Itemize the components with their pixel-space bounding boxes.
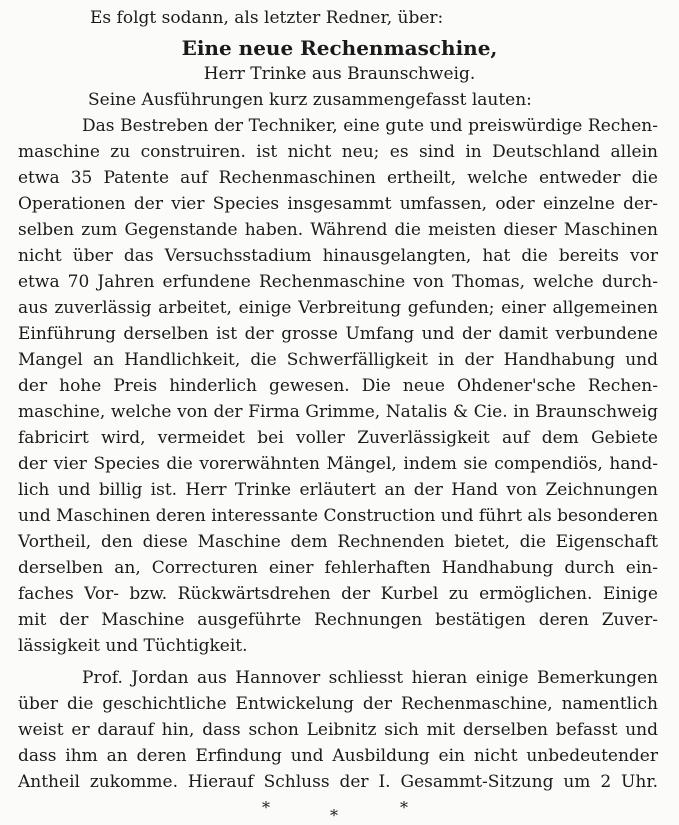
separator-star: * xyxy=(330,806,338,825)
text-line: aus zuverlässig arbeitet, einige Verbreitung gefunden; einer allgemeinen xyxy=(18,298,658,318)
text-line: maschine, welche von der Firma Grimme, Natalis & Cie. in Braunschweig xyxy=(18,402,658,422)
text-line: Einführung derselben ist der grosse Umfang und der damit verbundene xyxy=(18,324,658,344)
separator-star: * xyxy=(400,798,408,817)
text-line: weist er darauf hin, dass schon Leibnitz sich mit derselben befasst und xyxy=(18,720,658,740)
text-line: Operationen der vier Species insgesammt umfassen, oder einzelne der- xyxy=(18,194,658,214)
text-line: Vortheil, den diese Maschine dem Rechnenden bietet, die Eigenschaft xyxy=(18,532,658,552)
separator-star: * xyxy=(262,798,270,817)
section-separator xyxy=(0,788,679,825)
text-line: Mangel an Handlichkeit, die Schwerfälligkeit in der Handhabung und xyxy=(18,350,658,370)
text-line: Das Bestreben der Techniker, eine gute und preiswürdige Rechen- xyxy=(82,116,658,136)
text-line: etwa 70 Jahren erfundene Rechenmaschine von Thomas, welche durch- xyxy=(18,272,658,292)
text-line: etwa 35 Patente auf Rechenmaschinen ertheilt, welche entweder die xyxy=(18,168,658,188)
section-title: Eine neue Rechenmaschine, xyxy=(181,36,498,60)
text-line: nicht über das Versuchsstadium hinausgelangten, hat die bereits vor xyxy=(18,246,658,266)
intro-line: Es folgt sodann, als letzter Redner, über: xyxy=(90,8,444,28)
speaker-line: Herr Trinke aus Braunschweig. xyxy=(203,64,476,84)
text-line: und Maschinen deren interessante Construction und führt als besonderen xyxy=(18,506,659,526)
text-line: maschine zu construiren. ist nicht neu; es sind in Deutschland allein xyxy=(18,142,658,162)
text-line: über die geschichtliche Entwickelung der Rechenmaschine, namentlich xyxy=(18,694,658,714)
text-line: lich und billig ist. Herr Trinke erläutert an der Hand von Zeichnungen xyxy=(18,480,658,500)
text-line: Prof. Jordan aus Hannover schliesst hieran einige Bemerkungen xyxy=(82,668,658,688)
text-line: der vier Species die vorerwähnten Mängel, indem sie compendiös, hand- xyxy=(18,454,658,474)
text-line: mit der Maschine ausgeführte Rechnungen bestätigen deren Zuver- xyxy=(18,610,658,630)
text-line: Antheil zukomme. Hierauf Schluss der I. Gesammt-Sitzung um 2 Uhr. xyxy=(18,772,658,792)
summary-intro: Seine Ausführungen kurz zusammengefasst lauten: xyxy=(88,90,532,110)
text-line: selben zum Gegenstande haben. Während die meisten dieser Maschinen xyxy=(18,220,658,240)
text-line: dass ihm an deren Erfindung und Ausbildung ein nicht unbedeutender xyxy=(18,746,658,766)
text-line: lässigkeit und Tüchtigkeit. xyxy=(18,636,248,656)
text-line: fabricirt wird, vermeidet bei voller Zuverlässigkeit auf dem Gebiete xyxy=(18,428,658,448)
text-line: faches Vor- bzw. Rückwärtsdrehen der Kurbel zu ermöglichen. Einige xyxy=(18,584,658,604)
text-line: der hohe Preis hinderlich gewesen. Die neue Ohdener'sche Rechen- xyxy=(18,376,658,396)
text-line: derselben an, Correcturen einer fehlerhaften Handhabung durch ein- xyxy=(18,558,658,578)
